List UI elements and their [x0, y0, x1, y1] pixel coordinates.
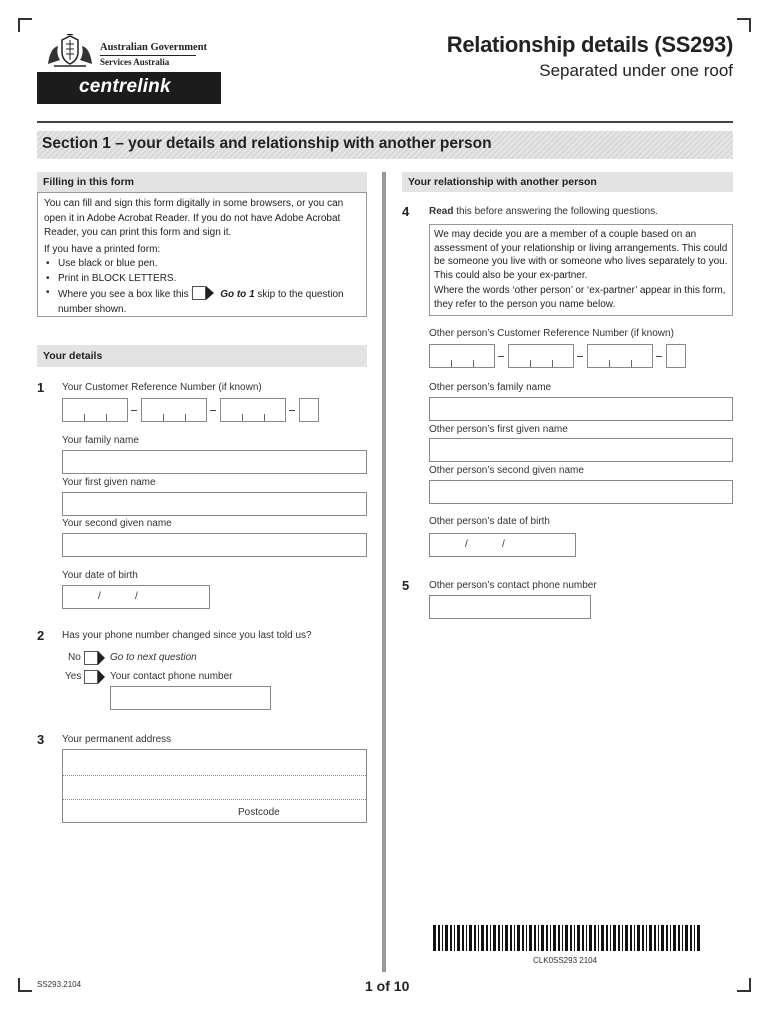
your-family-name-input[interactable] — [62, 450, 367, 474]
your-crn-field[interactable] — [62, 398, 322, 424]
government-crest-logo — [44, 34, 96, 70]
q2-yes-text: Your contact phone number — [110, 671, 233, 682]
q4-intro — [429, 206, 658, 217]
other-first-name-input[interactable] — [429, 438, 733, 462]
filling-info-box — [37, 192, 367, 317]
q2-no-goto: Go to next question — [110, 652, 197, 663]
other-contact-phone-input[interactable] — [429, 595, 591, 619]
q2-no-checkbox[interactable] — [84, 651, 98, 665]
other-dob-separator-1: / — [465, 539, 468, 550]
question-1-number: 1 — [37, 380, 45, 395]
your-family-name-label: Your family name — [62, 435, 139, 446]
filling-bullet-2: • Print in BLOCK LETTERS. — [44, 272, 360, 287]
q2-yes-label: Yes — [65, 671, 82, 682]
question-3-number: 3 — [37, 732, 45, 747]
filling-heading: Filling in this form — [37, 172, 367, 192]
gov-line-1: Australian Government — [100, 42, 208, 53]
filling-bullet-3-post: skip to the question number shown. — [58, 289, 344, 315]
question-5-number: 5 — [402, 578, 410, 593]
other-family-name-input[interactable] — [429, 397, 733, 421]
your-first-name-input[interactable] — [62, 492, 367, 516]
filling-bullet-3-goto: Go to 1 — [220, 289, 255, 300]
form-title: Relationship details (SS293) — [446, 32, 733, 57]
q5-label: Other person’s contact phone number — [429, 580, 597, 591]
gov-line-2: Services Australia — [100, 57, 170, 67]
other-second-name-label: Other person’s second given name — [429, 465, 584, 476]
section-title: Section 1 – your details and relationship with another person — [42, 135, 492, 152]
your-contact-phone-input[interactable] — [110, 686, 271, 710]
your-first-name-label: Your first given name — [62, 477, 156, 488]
crop-mark-bottom-left — [18, 978, 32, 992]
other-dob-label: Other person’s date of birth — [429, 516, 550, 527]
relationship-heading: Your relationship with another person — [402, 172, 733, 192]
other-family-name-label: Other person’s family name — [429, 382, 552, 393]
your-second-name-label: Your second given name — [62, 518, 172, 529]
permanent-address-input[interactable] — [62, 749, 367, 823]
relationship-info-box — [429, 224, 733, 316]
other-second-name-input[interactable] — [429, 480, 733, 504]
barcode-text: CLK0SS293 2104 — [533, 956, 598, 965]
your-dob-label: Your date of birth — [62, 570, 138, 581]
q4-text: this before answering the following questions. — [456, 206, 659, 217]
filling-bullet-1: • Use black or blue pen. — [44, 257, 360, 272]
filling-bullet-3-pre: Where you see a box like this — [58, 289, 189, 300]
postcode-label: Postcode — [238, 807, 280, 818]
your-details-heading: Your details — [37, 345, 367, 367]
q2-yes-arrow-icon — [98, 670, 105, 684]
filling-para-2: If you have a printed form: — [44, 243, 161, 255]
question-2-number: 2 — [37, 628, 45, 643]
barcode-image — [433, 925, 703, 951]
address-line-2 — [63, 799, 366, 800]
dob-separator-2: / — [135, 591, 138, 602]
form-subtitle: Separated under one roof — [539, 61, 733, 80]
other-dob-input[interactable] — [429, 533, 576, 557]
your-dob-input[interactable] — [62, 585, 210, 609]
q3-label: Your permanent address — [62, 734, 172, 745]
crop-mark-top-left — [18, 18, 32, 32]
q2-no-label: No — [68, 652, 81, 663]
filling-bullet-3 — [44, 286, 360, 317]
relationship-box-para-1: We may decide you are a member of a couple based on an assessment of your relationship or living arrangements. This could be someone you live with or someone who lives separately to you. This could also be your ex-partner. — [434, 229, 728, 281]
filling-para-1: You can fill and sign this form digitally in some browsers, or you can open it in Adobe Acrobat Reader. If you do not have Adobe Acrobat Reader, you can print this form and sign it. — [44, 198, 344, 238]
other-crn-field[interactable] — [429, 344, 689, 370]
other-first-name-label: Other person’s first given name — [429, 424, 568, 435]
goto-arrow-icon — [192, 286, 216, 300]
centrelink-brand-bar: centrelink — [37, 72, 221, 104]
page-number: 1 of 10 — [365, 978, 410, 994]
q2-label: Has your phone number changed since you last told us? — [62, 630, 312, 641]
column-divider — [382, 172, 386, 972]
address-line-1 — [63, 775, 366, 776]
other-crn-label: Other person’s Customer Reference Number (if known) — [429, 328, 674, 339]
q4-read: Read — [429, 206, 454, 217]
form-code: SS293.2104 — [37, 980, 82, 989]
crop-mark-top-right — [737, 18, 751, 32]
header-rule — [37, 121, 733, 123]
question-4-number: 4 — [402, 204, 410, 219]
relationship-box-para-2: Where the words ‘other person’ or ‘ex-partner’ appear in this form, they refer to the person you name below. — [434, 285, 726, 310]
crop-mark-bottom-right — [737, 978, 751, 992]
logo-rule — [100, 55, 196, 56]
q2-no-arrow-icon — [98, 651, 105, 665]
dob-separator-1: / — [98, 591, 101, 602]
q2-yes-checkbox[interactable] — [84, 670, 98, 684]
your-second-name-input[interactable] — [62, 533, 367, 557]
q1-crn-label: Your Customer Reference Number (if known) — [62, 382, 262, 393]
other-dob-separator-2: / — [502, 539, 505, 550]
